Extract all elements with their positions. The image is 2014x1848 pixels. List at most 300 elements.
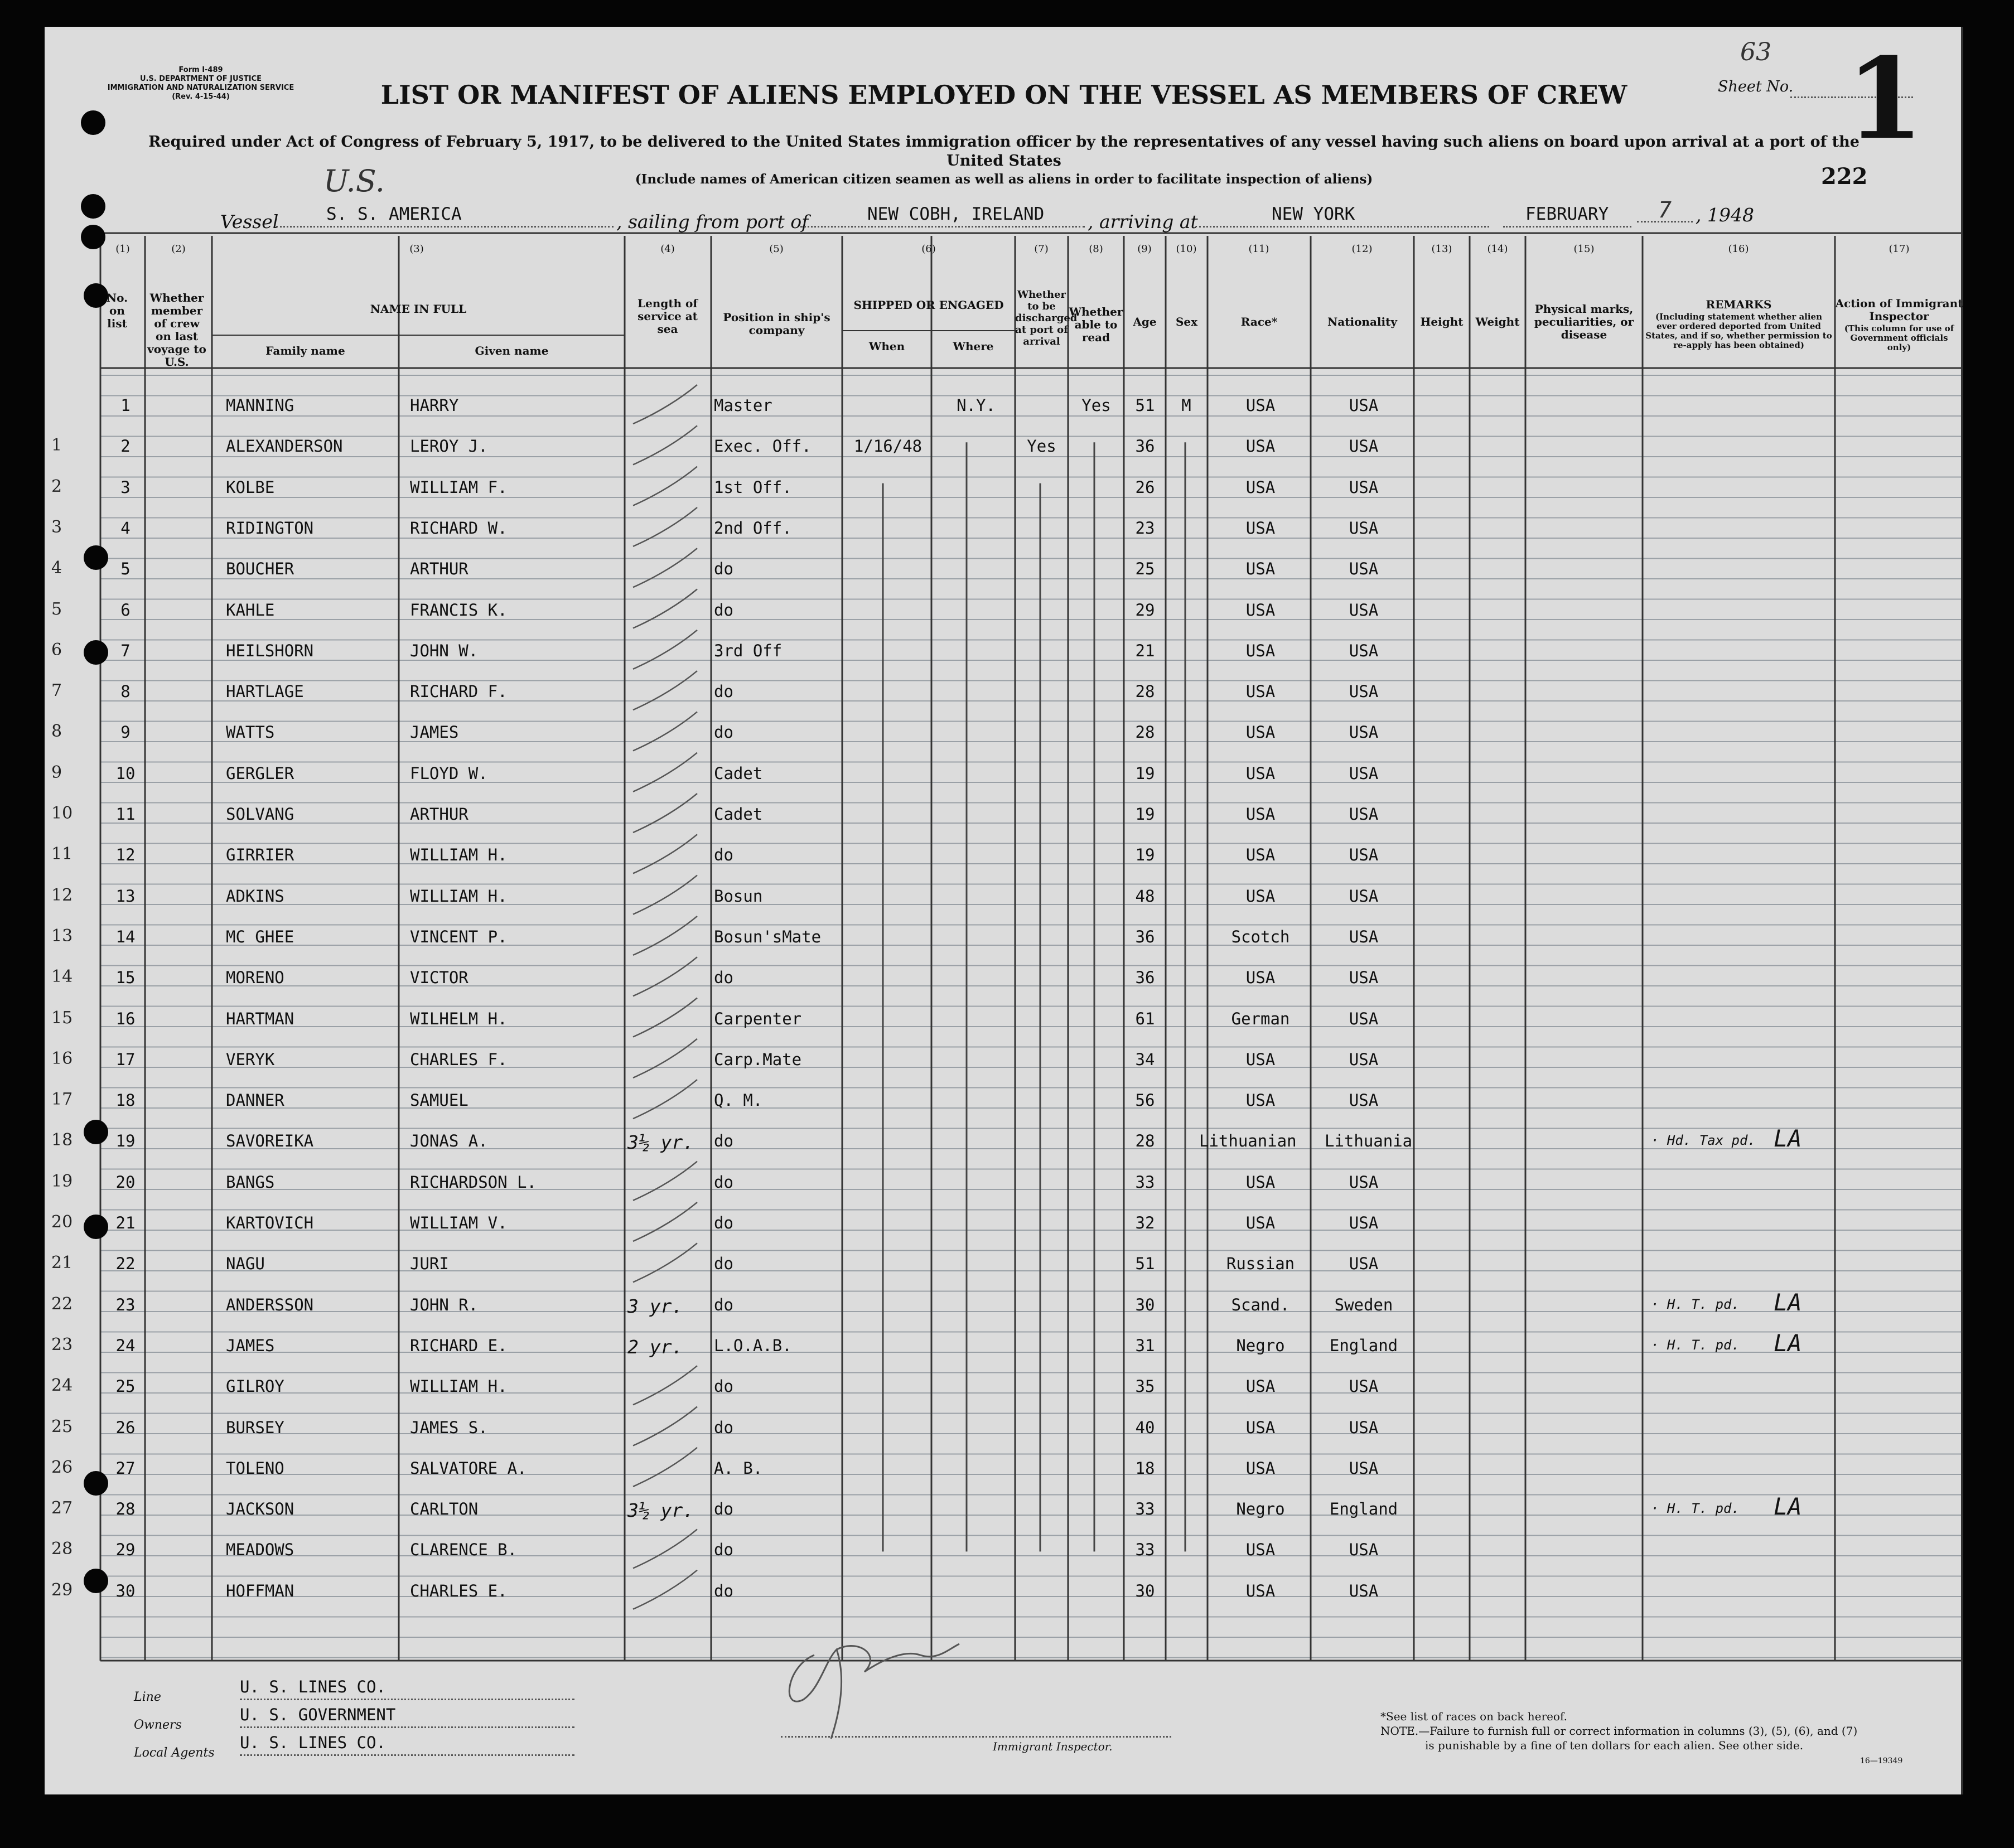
sheet-number: 1 xyxy=(1846,33,1924,165)
cell-nationality: USA xyxy=(1349,1458,1379,1478)
cell-nationality: Lithuania xyxy=(1325,1131,1413,1151)
cell-age: 21 xyxy=(1135,641,1155,660)
cell-nationality: England xyxy=(1329,1336,1398,1355)
cell-service: 3 yr. xyxy=(627,1295,683,1317)
port-to: NEW YORK xyxy=(1199,204,1489,228)
column-number: (3) xyxy=(409,243,424,255)
cell-remarks: · H. T. pd. xyxy=(1651,1337,1740,1353)
cell-age: 34 xyxy=(1135,1049,1155,1069)
cell-age: 33 xyxy=(1135,1499,1155,1519)
line-number: 7 xyxy=(51,681,62,701)
cell-family: GIRRIER xyxy=(226,845,294,865)
cell-position: do xyxy=(714,1418,733,1437)
punch-hole xyxy=(84,283,108,308)
column-number: (9) xyxy=(1137,243,1152,255)
arriving-label: , arriving at xyxy=(1088,211,1198,233)
cell-nationality: USA xyxy=(1349,477,1379,497)
col-3-header: NAME IN FULL xyxy=(370,302,467,316)
column-number: (14) xyxy=(1487,243,1508,255)
cell-age: 51 xyxy=(1135,1254,1155,1274)
cell-service: 3½ yr. xyxy=(627,1499,694,1522)
cell-position: 3rd Off xyxy=(714,641,783,660)
inspector-initials: LA xyxy=(1774,1329,1802,1357)
col-9-header: Age xyxy=(1133,315,1157,328)
cell-sex: M xyxy=(1181,396,1191,415)
cell-age: 28 xyxy=(1135,1131,1155,1151)
line-number: 14 xyxy=(51,967,73,987)
cell-given: CLARENCE B. xyxy=(410,1540,518,1560)
cell-no: 15 xyxy=(115,968,136,988)
column-number: (4) xyxy=(660,243,675,255)
cell-position: do xyxy=(714,968,733,988)
owners-label: Owners xyxy=(134,1718,182,1732)
line-number: 28 xyxy=(51,1539,73,1559)
column-number: (5) xyxy=(769,243,784,255)
cell-given: LEROY J. xyxy=(410,437,488,456)
cell-given: WILHELM H. xyxy=(410,1009,508,1028)
races-note: *See list of races on back hereof. xyxy=(1380,1710,1568,1723)
cell-nationality: USA xyxy=(1349,396,1379,415)
cell-nationality: Sweden xyxy=(1334,1295,1393,1314)
agents-value: U. S. LINES CO. xyxy=(240,1733,574,1756)
cell-position: 2nd Off. xyxy=(714,518,792,538)
cell-position: Exec. Off. xyxy=(714,437,812,456)
cell-position: do xyxy=(714,682,733,702)
cell-no: 13 xyxy=(115,886,136,906)
line-number: 18 xyxy=(51,1130,73,1150)
cell-nationality: USA xyxy=(1349,1213,1379,1232)
cell-family: HOFFMAN xyxy=(226,1581,294,1600)
col-2-header: Whether member of crew on last voyage to U.S. xyxy=(147,291,206,369)
line-number: 21 xyxy=(51,1253,73,1273)
col-1-header: No. on list xyxy=(106,291,128,330)
cell-race: Russian xyxy=(1226,1254,1295,1274)
line-number: 26 xyxy=(51,1457,73,1477)
cell-race: USA xyxy=(1245,845,1276,865)
cell-given: WILLIAM F. xyxy=(410,477,508,497)
column-number: (7) xyxy=(1034,243,1049,255)
cell-family: ANDERSSON xyxy=(226,1295,314,1314)
cell-position: Bosun xyxy=(714,886,763,906)
cell-no: 29 xyxy=(115,1540,136,1560)
cell-position: do xyxy=(714,1213,733,1232)
line-number: 22 xyxy=(51,1294,73,1314)
cell-position: do xyxy=(714,845,733,865)
line-number: 23 xyxy=(51,1334,73,1354)
owners-value: U. S. GOVERNMENT xyxy=(240,1705,574,1728)
cell-no: 8 xyxy=(120,682,131,702)
cell-given: CHARLES F. xyxy=(410,1049,508,1069)
cell-race: USA xyxy=(1245,968,1276,988)
cell-given: SALVATORE A. xyxy=(410,1458,527,1478)
cell-age: 31 xyxy=(1135,1336,1155,1355)
column-number: (17) xyxy=(1889,243,1910,255)
cell-race: USA xyxy=(1245,641,1276,660)
cell-read: Yes xyxy=(1081,396,1111,415)
cell-family: HARTLAGE xyxy=(226,682,304,702)
cell-race: USA xyxy=(1245,886,1276,906)
col-12-header: Nationality xyxy=(1327,315,1397,328)
line-value: U. S. LINES CO. xyxy=(240,1677,574,1700)
punch-hole xyxy=(84,1569,108,1593)
cell-given: JOHN W. xyxy=(410,641,479,660)
sailing-label: , sailing from port of xyxy=(616,211,809,233)
cell-race: USA xyxy=(1245,1172,1276,1192)
cell-nationality: USA xyxy=(1349,1049,1379,1069)
arrival-day: 7 xyxy=(1637,197,1693,222)
cell-no: 9 xyxy=(120,723,131,742)
cell-age: 29 xyxy=(1135,600,1155,620)
column-number: (12) xyxy=(1351,243,1373,255)
handwritten-note-left: U.S. xyxy=(323,163,385,199)
inspector-signature xyxy=(770,1616,993,1744)
cell-family: MC GHEE xyxy=(226,927,294,946)
cell-no: 1 xyxy=(120,396,131,415)
cell-family: MEADOWS xyxy=(226,1540,294,1560)
cell-family: BOUCHER xyxy=(226,559,294,579)
cell-no: 7 xyxy=(120,641,131,660)
line-number: 17 xyxy=(51,1090,73,1110)
cell-given: RICHARD W. xyxy=(410,518,508,538)
cell-nationality: USA xyxy=(1349,682,1379,702)
table-grid xyxy=(45,27,1963,1794)
cell-given: WILLIAM H. xyxy=(410,886,508,906)
line-number: 15 xyxy=(51,1008,73,1028)
line-number: 16 xyxy=(51,1048,73,1068)
cell-given: CHARLES E. xyxy=(410,1581,508,1600)
cell-discharged: Yes xyxy=(1027,437,1056,456)
print-code: 16—19349 xyxy=(1860,1757,1903,1765)
cell-age: 35 xyxy=(1135,1377,1155,1396)
line-number: 12 xyxy=(51,885,73,905)
cell-position: do xyxy=(714,1499,733,1519)
cell-no: 23 xyxy=(115,1295,136,1314)
cell-given: HARRY xyxy=(410,396,459,415)
column-number: (11) xyxy=(1248,243,1269,255)
column-number: (15) xyxy=(1573,243,1595,255)
cell-nationality: USA xyxy=(1349,845,1379,865)
cell-family: GILROY xyxy=(226,1377,284,1396)
cell-position: do xyxy=(714,723,733,742)
cell-no: 17 xyxy=(115,1049,136,1069)
col-16-subheader: (Including statement whether alien ever ordered deported from United States, and if so, whether permission to re-apply has been obtained) xyxy=(1645,312,1832,350)
cell-no: 10 xyxy=(115,763,136,783)
cell-family: HARTMAN xyxy=(226,1009,294,1028)
cell-given: ARTHUR xyxy=(410,559,469,579)
cell-given: FLOYD W. xyxy=(410,763,488,783)
cell-given: RICHARD F. xyxy=(410,682,508,702)
cell-age: 28 xyxy=(1135,682,1155,702)
cell-family: RIDINGTON xyxy=(226,518,314,538)
cell-race: USA xyxy=(1245,1049,1276,1069)
cell-given: VINCENT P. xyxy=(410,927,508,946)
cell-race: USA xyxy=(1245,396,1276,415)
line-number: 1 xyxy=(51,436,62,456)
cell-no: 3 xyxy=(120,477,131,497)
col-6b-header: Where xyxy=(953,340,994,353)
cell-position: do xyxy=(714,600,733,620)
cell-age: 51 xyxy=(1135,396,1155,415)
cell-given: WILLIAM H. xyxy=(410,845,508,865)
arrival-month: FEBRUARY xyxy=(1503,204,1631,228)
cell-given: JOHN R. xyxy=(410,1295,479,1314)
cell-race: USA xyxy=(1245,1213,1276,1232)
cell-family: BANGS xyxy=(226,1172,275,1192)
cell-family: MORENO xyxy=(226,968,284,988)
cell-age: 19 xyxy=(1135,845,1155,865)
cell-nationality: USA xyxy=(1349,723,1379,742)
cell-given: JURI xyxy=(410,1254,449,1274)
cell-remarks: · H. T. pd. xyxy=(1651,1296,1740,1312)
cell-no: 6 xyxy=(120,600,131,620)
agents-label: Local Agents xyxy=(134,1746,215,1760)
cell-family: JAMES xyxy=(226,1336,275,1355)
cell-family: KARTOVICH xyxy=(226,1213,314,1232)
col-3a-header: Family name xyxy=(265,344,345,357)
cell-family: VERYK xyxy=(226,1049,275,1069)
line-number: 13 xyxy=(51,926,73,946)
line-number: 2 xyxy=(51,476,62,496)
cell-age: 33 xyxy=(1135,1540,1155,1560)
cell-age: 36 xyxy=(1135,968,1155,988)
cell-age: 30 xyxy=(1135,1295,1155,1314)
inspector-initials: LA xyxy=(1774,1125,1802,1153)
cell-position: do xyxy=(714,1254,733,1274)
punch-hole xyxy=(84,1471,108,1496)
cell-race: Negro xyxy=(1236,1336,1285,1355)
inspector-line xyxy=(781,1736,1171,1738)
cell-nationality: USA xyxy=(1349,968,1379,988)
cell-family: BURSEY xyxy=(226,1418,284,1437)
manifest-sheet xyxy=(45,27,1963,1794)
sheet-code: 222 xyxy=(1821,163,1868,190)
cell-nationality: USA xyxy=(1349,1418,1379,1437)
line-number: 5 xyxy=(51,599,62,619)
line-label: Line xyxy=(134,1690,161,1704)
column-number: (10) xyxy=(1176,243,1197,255)
cell-family: ALEXANDERSON xyxy=(226,437,343,456)
cell-race: USA xyxy=(1245,600,1276,620)
punch-hole xyxy=(81,225,105,249)
cell-age: 25 xyxy=(1135,559,1155,579)
cell-nationality: USA xyxy=(1349,1377,1379,1396)
cell-given: WILLIAM V. xyxy=(410,1213,508,1232)
inspector-initials: LA xyxy=(1774,1288,1802,1316)
cell-race: USA xyxy=(1245,477,1276,497)
punch-hole xyxy=(81,194,105,219)
cell-given: SAMUEL xyxy=(410,1091,469,1110)
cell-family: KAHLE xyxy=(226,600,275,620)
cell-position: do xyxy=(714,1295,733,1314)
cell-age: 48 xyxy=(1135,886,1155,906)
cell-race: Lithuanian xyxy=(1199,1131,1297,1151)
line-number: 10 xyxy=(51,804,73,823)
cell-race: USA xyxy=(1245,723,1276,742)
cell-no: 2 xyxy=(120,437,131,456)
cell-nationality: USA xyxy=(1349,437,1379,456)
cell-no: 12 xyxy=(115,845,136,865)
punch-hole xyxy=(81,110,105,135)
line-number: 9 xyxy=(51,762,62,782)
cell-race: USA xyxy=(1245,763,1276,783)
cell-no: 24 xyxy=(115,1336,136,1355)
cell-position: A. B. xyxy=(714,1458,763,1478)
cell-no: 25 xyxy=(115,1377,136,1396)
line-number: 20 xyxy=(51,1212,73,1232)
cell-family: WATTS xyxy=(226,723,275,742)
cell-family: NAGU xyxy=(226,1254,265,1274)
cell-no: 11 xyxy=(115,805,136,824)
cell-age: 40 xyxy=(1135,1418,1155,1437)
line-number: 27 xyxy=(51,1498,73,1518)
line-number: 8 xyxy=(51,722,62,742)
cell-age: 19 xyxy=(1135,805,1155,824)
col-7-header: Whether to be discharged at port of arrival xyxy=(1015,289,1078,347)
cell-nationality: USA xyxy=(1349,763,1379,783)
cell-given: RICHARD E. xyxy=(410,1336,508,1355)
cell-race: Scand. xyxy=(1231,1295,1290,1314)
cell-age: 19 xyxy=(1135,763,1155,783)
cell-when: 1/16/48 xyxy=(853,437,923,456)
cell-remarks: · Hd. Tax pd. xyxy=(1651,1133,1756,1149)
vessel-name: S. S. AMERICA xyxy=(276,204,614,228)
cell-given: JONAS A. xyxy=(410,1131,488,1151)
cell-race: USA xyxy=(1245,518,1276,538)
cell-service: 2 yr. xyxy=(627,1336,683,1358)
col-17-subheader: (This column for use of Government officials only) xyxy=(1844,323,1954,352)
col-11-header: Race* xyxy=(1240,315,1278,328)
cell-position: 1st Off. xyxy=(714,477,792,497)
cell-family: HEILSHORN xyxy=(226,641,314,660)
punch-hole xyxy=(84,1120,108,1144)
line-number: 6 xyxy=(51,640,62,660)
cell-nationality: USA xyxy=(1349,805,1379,824)
fine-note-2: is punishable by a fine of ten dollars for each alien. See other side. xyxy=(1425,1739,1804,1752)
cell-no: 14 xyxy=(115,927,136,946)
col-6-header: SHIPPED OR ENGAGED xyxy=(853,298,1004,312)
fine-note-1: NOTE.—Failure to furnish full or correct information in columns (3), (5), (6), and (7) xyxy=(1380,1724,1858,1738)
cell-age: 56 xyxy=(1135,1091,1155,1110)
page-title: LIST OR MANIFEST OF ALIENS EMPLOYED ON THE VESSEL AS MEMBERS OF CREW xyxy=(380,80,1627,110)
col-14-header: Weight xyxy=(1475,315,1520,328)
col-4-header: Length of service at sea xyxy=(637,297,698,336)
cell-no: 20 xyxy=(115,1172,136,1192)
cell-position: Cadet xyxy=(714,805,763,824)
cell-given: ARTHUR xyxy=(410,805,469,824)
cell-position: Carpenter xyxy=(714,1009,802,1028)
cell-family: TOLENO xyxy=(226,1458,284,1478)
cell-given: RICHARDSON L. xyxy=(410,1172,537,1192)
cell-nationality: USA xyxy=(1349,1172,1379,1192)
cell-family: KOLBE xyxy=(226,477,275,497)
col-16-header: REMARKS xyxy=(1706,298,1772,311)
line-number: 29 xyxy=(51,1580,73,1600)
cell-remarks: · H. T. pd. xyxy=(1651,1501,1740,1517)
cell-position: do xyxy=(714,1377,733,1396)
cell-race: USA xyxy=(1245,437,1276,456)
cell-race: USA xyxy=(1245,682,1276,702)
column-number: (13) xyxy=(1431,243,1452,255)
cell-race: USA xyxy=(1245,1540,1276,1560)
cell-nationality: USA xyxy=(1349,600,1379,620)
cell-no: 16 xyxy=(115,1009,136,1028)
cell-race: Scotch xyxy=(1231,927,1290,946)
cell-race: USA xyxy=(1245,1091,1276,1110)
cell-age: 30 xyxy=(1135,1581,1155,1600)
cell-age: 26 xyxy=(1135,477,1155,497)
cell-race: USA xyxy=(1245,1581,1276,1600)
cell-age: 36 xyxy=(1135,437,1155,456)
cell-position: Bosun'sMate xyxy=(714,927,822,946)
cell-nationality: USA xyxy=(1349,518,1379,538)
cell-family: ADKINS xyxy=(226,886,284,906)
cell-no: 4 xyxy=(120,518,131,538)
cell-no: 26 xyxy=(115,1418,136,1437)
cell-nationality: USA xyxy=(1349,1540,1379,1560)
col-8-header: Whether able to read xyxy=(1069,305,1123,344)
line-number: 11 xyxy=(51,844,73,864)
punch-hole xyxy=(84,1215,108,1239)
cell-nationality: USA xyxy=(1349,641,1379,660)
cell-given: FRANCIS K. xyxy=(410,600,508,620)
col-10-header: Sex xyxy=(1175,315,1198,328)
cell-age: 33 xyxy=(1135,1172,1155,1192)
cell-position: L.O.A.B. xyxy=(714,1336,792,1355)
arrival-year: , 1948 xyxy=(1696,204,1754,226)
cell-race: USA xyxy=(1245,1377,1276,1396)
cell-no: 5 xyxy=(120,559,131,579)
page-subtitle-note: (Include names of American citizen seamen as well as aliens in order to facilitate inspection of aliens) xyxy=(635,172,1373,187)
cell-nationality: England xyxy=(1329,1499,1398,1519)
port-from: NEW COBH, IRELAND xyxy=(800,204,1085,228)
col-3b-header: Given name xyxy=(475,344,549,357)
column-number: (2) xyxy=(171,243,186,255)
cell-given: CARLTON xyxy=(410,1499,479,1519)
cell-where: N.Y. xyxy=(957,396,996,415)
cell-family: SAVOREIKA xyxy=(226,1131,314,1151)
form-number: Form I-489 xyxy=(178,66,223,74)
col-13-header: Height xyxy=(1420,315,1464,328)
cell-position: do xyxy=(714,559,733,579)
cell-position: Carp.Mate xyxy=(714,1049,802,1069)
cell-age: 61 xyxy=(1135,1009,1155,1028)
cell-nationality: USA xyxy=(1349,927,1379,946)
cell-no: 21 xyxy=(115,1213,136,1232)
column-number: (8) xyxy=(1089,243,1103,255)
cell-nationality: USA xyxy=(1349,1091,1379,1110)
line-number: 24 xyxy=(51,1376,73,1396)
cell-nationality: USA xyxy=(1349,1254,1379,1274)
cell-race: German xyxy=(1231,1009,1290,1028)
cell-no: 30 xyxy=(115,1581,136,1600)
cell-nationality: USA xyxy=(1349,886,1379,906)
cell-given: WILLIAM H. xyxy=(410,1377,508,1396)
cell-no: 19 xyxy=(115,1131,136,1151)
cell-age: 36 xyxy=(1135,927,1155,946)
cell-family: GERGLER xyxy=(226,763,294,783)
cell-given: JAMES S. xyxy=(410,1418,488,1437)
punch-hole xyxy=(84,640,108,665)
cell-given: VICTOR xyxy=(410,968,469,988)
cell-position: Master xyxy=(714,396,772,415)
cell-race: USA xyxy=(1245,805,1276,824)
line-number: 19 xyxy=(51,1171,73,1191)
cell-position: do xyxy=(714,1540,733,1560)
cell-race: USA xyxy=(1245,1458,1276,1478)
cell-position: do xyxy=(714,1172,733,1192)
handwritten-note-top: 63 xyxy=(1740,38,1771,66)
cell-position: Q. M. xyxy=(714,1091,763,1110)
